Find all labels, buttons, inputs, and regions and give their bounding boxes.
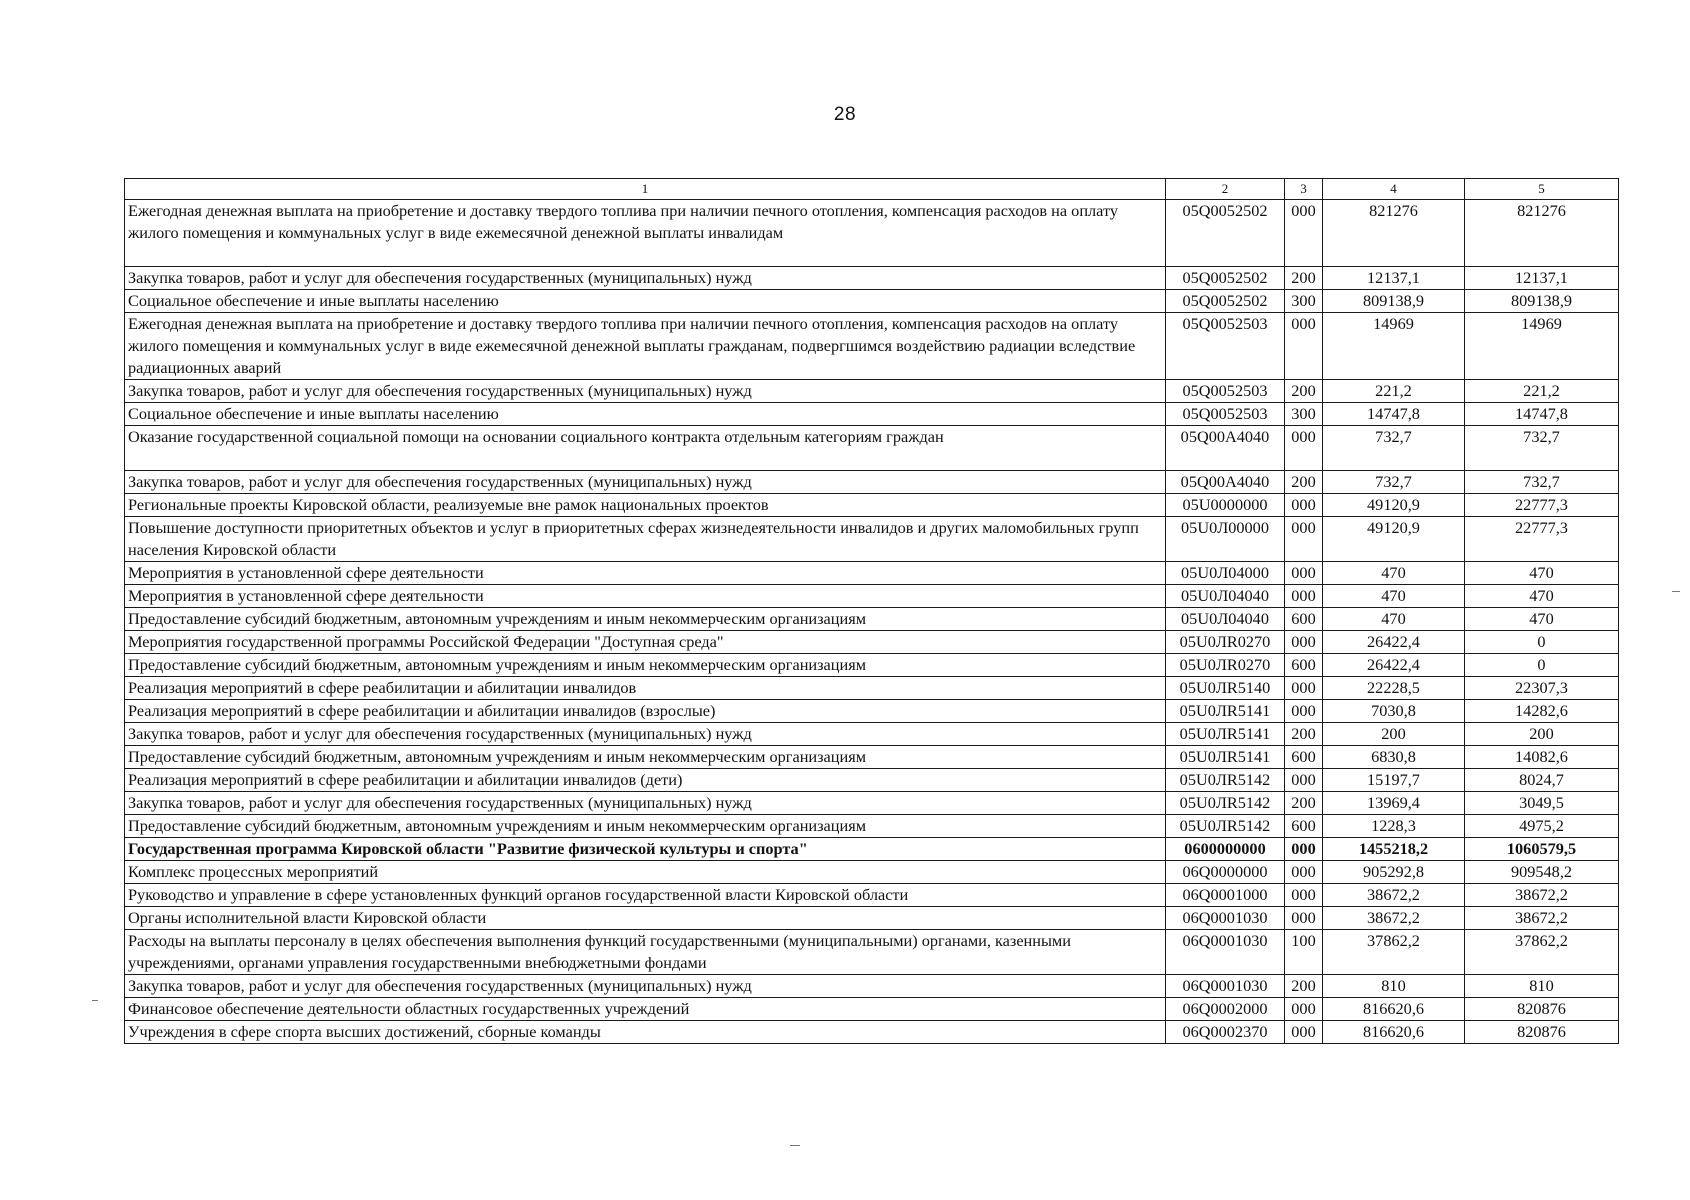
row-amount-col4: 816620,6 bbox=[1323, 1021, 1465, 1044]
row-amount-col5: 809138,9 bbox=[1465, 290, 1619, 313]
row-amount-col4: 49120,9 bbox=[1323, 517, 1465, 562]
row-code: 05U0ЛR5142 bbox=[1166, 769, 1285, 792]
row-expense-type: 000 bbox=[1285, 517, 1323, 562]
row-expense-type: 000 bbox=[1285, 562, 1323, 585]
row-amount-col5: 22777,3 bbox=[1465, 517, 1619, 562]
row-amount-col5: 820876 bbox=[1465, 998, 1619, 1021]
table-row bbox=[125, 930, 1619, 975]
row-amount-col4: 38672,2 bbox=[1323, 907, 1465, 930]
row-amount-col5: 22307,3 bbox=[1465, 677, 1619, 700]
row-expense-type: 000 bbox=[1285, 838, 1323, 861]
row-expense-type: 200 bbox=[1285, 792, 1323, 815]
table-row bbox=[125, 290, 1619, 313]
row-code: 06Q0002370 bbox=[1166, 1021, 1285, 1044]
row-amount-col5: 14747,8 bbox=[1465, 403, 1619, 426]
row-amount-col4: 12137,1 bbox=[1323, 267, 1465, 290]
row-amount-col5: 38672,2 bbox=[1465, 907, 1619, 930]
row-code: 05Q0052503 bbox=[1166, 313, 1285, 380]
row-code: 05Q0052502 bbox=[1166, 267, 1285, 290]
row-code: 05U0ЛR5141 bbox=[1166, 723, 1285, 746]
row-amount-col4: 470 bbox=[1323, 585, 1465, 608]
scan-mark bbox=[92, 1000, 98, 1001]
row-amount-col5: 0 bbox=[1465, 654, 1619, 677]
row-code: 06Q0001000 bbox=[1166, 884, 1285, 907]
row-name: Социальное обеспечение и иные выплаты населению bbox=[125, 403, 1166, 426]
row-code: 05U0ЛR0270 bbox=[1166, 654, 1285, 677]
row-amount-col5: 470 bbox=[1465, 585, 1619, 608]
row-name: Закупка товаров, работ и услуг для обеспечения государственных (муниципальных) нужд bbox=[125, 471, 1166, 494]
row-expense-type: 000 bbox=[1285, 677, 1323, 700]
column-number-row bbox=[125, 179, 1619, 200]
row-name: Руководство и управление в сфере установленных функций органов государственной власти Кировской области bbox=[125, 884, 1166, 907]
row-spacer bbox=[128, 244, 1159, 266]
table-row bbox=[125, 200, 1619, 267]
row-amount-col5: 1060579,5 bbox=[1465, 838, 1619, 861]
table-row bbox=[125, 313, 1619, 380]
row-name: Ежегодная денежная выплата на приобретение и доставку твердого топлива при наличии печного отопления, компенсация расходов на оплату жилого помещения и коммунальных услуг в виде ежемесячной денежной выплаты гражданам, подвергшимся воздействию радиации вследствие радиационных аварий bbox=[125, 313, 1166, 380]
row-expense-type: 000 bbox=[1285, 494, 1323, 517]
row-name: Закупка товаров, работ и услуг для обеспечения государственных (муниципальных) нужд bbox=[125, 723, 1166, 746]
row-amount-col4: 26422,4 bbox=[1323, 631, 1465, 654]
table-row bbox=[125, 267, 1619, 290]
column-number: 2 bbox=[1166, 179, 1285, 200]
row-amount-col4: 732,7 bbox=[1323, 471, 1465, 494]
row-name: Предоставление субсидий бюджетным, автономным учреждениям и иным некоммерческим организациям bbox=[125, 608, 1166, 631]
row-amount-col5: 470 bbox=[1465, 562, 1619, 585]
row-expense-type: 000 bbox=[1285, 769, 1323, 792]
row-expense-type: 000 bbox=[1285, 585, 1323, 608]
row-amount-col5: 810 bbox=[1465, 975, 1619, 998]
table-row bbox=[125, 1021, 1619, 1044]
row-name: Закупка товаров, работ и услуг для обеспечения государственных (муниципальных) нужд bbox=[125, 975, 1166, 998]
row-amount-col4: 14747,8 bbox=[1323, 403, 1465, 426]
row-amount-col4: 732,7 bbox=[1323, 426, 1465, 471]
row-amount-col4: 6830,8 bbox=[1323, 746, 1465, 769]
row-expense-type: 000 bbox=[1285, 884, 1323, 907]
scan-mark bbox=[1672, 591, 1680, 592]
row-amount-col5: 22777,3 bbox=[1465, 494, 1619, 517]
row-name: Закупка товаров, работ и услуг для обеспечения государственных (муниципальных) нужд bbox=[125, 267, 1166, 290]
row-amount-col5: 909548,2 bbox=[1465, 861, 1619, 884]
row-expense-type: 300 bbox=[1285, 403, 1323, 426]
row-code: 05U0000000 bbox=[1166, 494, 1285, 517]
row-code: 05Q0052503 bbox=[1166, 403, 1285, 426]
row-amount-col4: 905292,8 bbox=[1323, 861, 1465, 884]
row-name: Социальное обеспечение и иные выплаты населению bbox=[125, 290, 1166, 313]
row-amount-col4: 7030,8 bbox=[1323, 700, 1465, 723]
row-amount-col4: 14969 bbox=[1323, 313, 1465, 380]
row-expense-type: 000 bbox=[1285, 631, 1323, 654]
row-code: 05Q00A4040 bbox=[1166, 471, 1285, 494]
table-body bbox=[125, 200, 1619, 1044]
page-number: 28 bbox=[833, 104, 857, 125]
table-row bbox=[125, 746, 1619, 769]
row-amount-col5: 3049,5 bbox=[1465, 792, 1619, 815]
row-expense-type: 000 bbox=[1285, 313, 1323, 380]
row-code: 06Q0002000 bbox=[1166, 998, 1285, 1021]
row-code: 05Q0052502 bbox=[1166, 290, 1285, 313]
row-name: Предоставление субсидий бюджетным, автономным учреждениям и иным некоммерческим организациям bbox=[125, 654, 1166, 677]
row-expense-type: 600 bbox=[1285, 815, 1323, 838]
row-code: 06Q0001030 bbox=[1166, 907, 1285, 930]
row-amount-col4: 1228,3 bbox=[1323, 815, 1465, 838]
row-amount-col5: 821276 bbox=[1465, 200, 1619, 267]
row-name: Государственная программа Кировской области "Развитие физической культуры и спорта" bbox=[125, 838, 1166, 861]
table-row bbox=[125, 494, 1619, 517]
row-amount-col4: 809138,9 bbox=[1323, 290, 1465, 313]
row-amount-col5: 8024,7 bbox=[1465, 769, 1619, 792]
row-expense-type: 000 bbox=[1285, 861, 1323, 884]
row-name: Реализация мероприятий в сфере реабилитации и абилитации инвалидов (взрослые) bbox=[125, 700, 1166, 723]
table-row bbox=[125, 861, 1619, 884]
row-amount-col4: 38672,2 bbox=[1323, 884, 1465, 907]
row-amount-col5: 0 bbox=[1465, 631, 1619, 654]
row-name: Реализация мероприятий в сфере реабилитации и абилитации инвалидов (дети) bbox=[125, 769, 1166, 792]
row-name: Повышение доступности приоритетных объектов и услуг в приоритетных сферах жизнедеятельности инвалидов и других маломобильных групп населения Кировской области bbox=[125, 517, 1166, 562]
table-row bbox=[125, 631, 1619, 654]
row-amount-col4: 816620,6 bbox=[1323, 998, 1465, 1021]
row-amount-col4: 470 bbox=[1323, 608, 1465, 631]
row-code: 05U0Л00000 bbox=[1166, 517, 1285, 562]
row-amount-col5: 732,7 bbox=[1465, 471, 1619, 494]
column-number: 5 bbox=[1465, 179, 1619, 200]
row-amount-col5: 14082,6 bbox=[1465, 746, 1619, 769]
row-expense-type: 600 bbox=[1285, 746, 1323, 769]
row-amount-col4: 221,2 bbox=[1323, 380, 1465, 403]
row-amount-col4: 15197,7 bbox=[1323, 769, 1465, 792]
table-row bbox=[125, 838, 1619, 861]
row-code: 05U0ЛR0270 bbox=[1166, 631, 1285, 654]
row-expense-type: 000 bbox=[1285, 998, 1323, 1021]
row-code: 05U0ЛR5140 bbox=[1166, 677, 1285, 700]
row-spacer bbox=[128, 448, 1159, 470]
row-amount-col4: 470 bbox=[1323, 562, 1465, 585]
table-row bbox=[125, 677, 1619, 700]
table-row bbox=[125, 723, 1619, 746]
row-amount-col5: 38672,2 bbox=[1465, 884, 1619, 907]
row-name: Закупка товаров, работ и услуг для обеспечения государственных (муниципальных) нужд bbox=[125, 792, 1166, 815]
row-name: Предоставление субсидий бюджетным, автономным учреждениям и иным некоммерческим организациям bbox=[125, 746, 1166, 769]
row-name: Мероприятия в установленной сфере деятельности bbox=[125, 585, 1166, 608]
row-name-text: Ежегодная денежная выплата на приобретение и доставку твердого топлива при наличии печного отопления, компенсация расходов на оплату жилого помещения и коммунальных услуг в виде ежемесячной денежной выплаты инвалидам bbox=[128, 201, 1119, 242]
row-expense-type: 200 bbox=[1285, 723, 1323, 746]
row-name: Закупка товаров, работ и услуг для обеспечения государственных (муниципальных) нужд bbox=[125, 380, 1166, 403]
row-code: 06Q0001030 bbox=[1166, 975, 1285, 998]
row-amount-col5: 732,7 bbox=[1465, 426, 1619, 471]
row-name: Финансовое обеспечение деятельности областных государственных учреждений bbox=[125, 998, 1166, 1021]
row-amount-col4: 13969,4 bbox=[1323, 792, 1465, 815]
row-name: Учреждения в сфере спорта высших достижений, сборные команды bbox=[125, 1021, 1166, 1044]
table-row bbox=[125, 380, 1619, 403]
scan-mark bbox=[790, 1145, 800, 1146]
row-expense-type: 300 bbox=[1285, 290, 1323, 313]
row-amount-col4: 49120,9 bbox=[1323, 494, 1465, 517]
row-amount-col4: 26422,4 bbox=[1323, 654, 1465, 677]
row-expense-type: 600 bbox=[1285, 654, 1323, 677]
row-code: 05Q0052502 bbox=[1166, 200, 1285, 267]
row-name: Региональные проекты Кировской области, реализуемые вне рамок национальных проектов bbox=[125, 494, 1166, 517]
row-name: Мероприятия государственной программы Российской Федерации "Доступная среда" bbox=[125, 631, 1166, 654]
row-code: 05U0ЛR5142 bbox=[1166, 792, 1285, 815]
table-row bbox=[125, 815, 1619, 838]
table-row bbox=[125, 975, 1619, 998]
table-row bbox=[125, 517, 1619, 562]
table-row bbox=[125, 585, 1619, 608]
row-amount-col4: 22228,5 bbox=[1323, 677, 1465, 700]
row-expense-type: 200 bbox=[1285, 975, 1323, 998]
row-amount-col5: 12137,1 bbox=[1465, 267, 1619, 290]
row-expense-type: 200 bbox=[1285, 380, 1323, 403]
row-expense-type: 000 bbox=[1285, 907, 1323, 930]
row-expense-type: 600 bbox=[1285, 608, 1323, 631]
row-name bbox=[125, 426, 1166, 471]
row-name: Реализация мероприятий в сфере реабилитации и абилитации инвалидов bbox=[125, 677, 1166, 700]
column-number: 1 bbox=[125, 179, 1166, 200]
row-amount-col4: 821276 bbox=[1323, 200, 1465, 267]
row-amount-col4: 37862,2 bbox=[1323, 930, 1465, 975]
row-amount-col5: 14282,6 bbox=[1465, 700, 1619, 723]
table-row bbox=[125, 792, 1619, 815]
table-row bbox=[125, 907, 1619, 930]
column-number: 4 bbox=[1323, 179, 1465, 200]
row-expense-type: 200 bbox=[1285, 267, 1323, 290]
table-row bbox=[125, 471, 1619, 494]
row-amount-col5: 14969 bbox=[1465, 313, 1619, 380]
table-row bbox=[125, 700, 1619, 723]
table-row bbox=[125, 654, 1619, 677]
row-name: Расходы на выплаты персоналу в целях обеспечения выполнения функций государственными (муниципальными) органами, казенными учреждениями, органами управления государственными внебюджетными фондами bbox=[125, 930, 1166, 975]
row-amount-col5: 820876 bbox=[1465, 1021, 1619, 1044]
row-expense-type: 200 bbox=[1285, 471, 1323, 494]
row-name: Комплекс процессных мероприятий bbox=[125, 861, 1166, 884]
row-amount-col4: 810 bbox=[1323, 975, 1465, 998]
row-code: 05U0Л04040 bbox=[1166, 585, 1285, 608]
row-code: 05Q00A4040 bbox=[1166, 426, 1285, 471]
row-amount-col5: 221,2 bbox=[1465, 380, 1619, 403]
row-code: 05U0Л04000 bbox=[1166, 562, 1285, 585]
row-name-text: Оказание государственной социальной помощи на основании социального контракта отдельным категориям граждан bbox=[128, 427, 944, 446]
column-number: 3 bbox=[1285, 179, 1323, 200]
row-code: 0600000000 bbox=[1166, 838, 1285, 861]
row-code: 05Q0052503 bbox=[1166, 380, 1285, 403]
row-expense-type: 100 bbox=[1285, 930, 1323, 975]
row-amount-col5: 37862,2 bbox=[1465, 930, 1619, 975]
row-amount-col5: 470 bbox=[1465, 608, 1619, 631]
row-name: Мероприятия в установленной сфере деятельности bbox=[125, 562, 1166, 585]
table-row bbox=[125, 403, 1619, 426]
row-name bbox=[125, 200, 1166, 267]
row-expense-type: 000 bbox=[1285, 200, 1323, 267]
row-amount-col5: 4975,2 bbox=[1465, 815, 1619, 838]
row-amount-col5: 200 bbox=[1465, 723, 1619, 746]
row-code: 05U0ЛR5141 bbox=[1166, 700, 1285, 723]
table-row bbox=[125, 769, 1619, 792]
row-expense-type: 000 bbox=[1285, 700, 1323, 723]
table-row bbox=[125, 426, 1619, 471]
table-row bbox=[125, 608, 1619, 631]
table-row bbox=[125, 562, 1619, 585]
row-code: 05U0Л04040 bbox=[1166, 608, 1285, 631]
table-row bbox=[125, 998, 1619, 1021]
row-code: 06Q0001030 bbox=[1166, 930, 1285, 975]
row-code: 05U0ЛR5141 bbox=[1166, 746, 1285, 769]
row-name: Предоставление субсидий бюджетным, автономным учреждениям и иным некоммерческим организациям bbox=[125, 815, 1166, 838]
row-code: 05U0ЛR5142 bbox=[1166, 815, 1285, 838]
row-code: 06Q0000000 bbox=[1166, 861, 1285, 884]
table-row bbox=[125, 884, 1619, 907]
row-name: Органы исполнительной власти Кировской области bbox=[125, 907, 1166, 930]
row-amount-col4: 200 bbox=[1323, 723, 1465, 746]
row-amount-col4: 1455218,2 bbox=[1323, 838, 1465, 861]
row-expense-type: 000 bbox=[1285, 426, 1323, 471]
row-expense-type: 000 bbox=[1285, 1021, 1323, 1044]
budget-table bbox=[124, 178, 1619, 1044]
